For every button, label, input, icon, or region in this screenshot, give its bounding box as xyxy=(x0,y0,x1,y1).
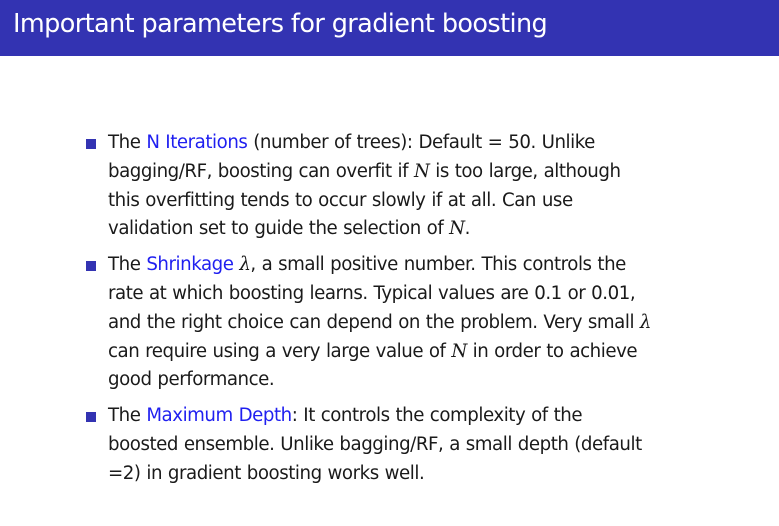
text-line xyxy=(108,402,706,431)
text-line: this overfitting tends to occur slowly if at all. Can use xyxy=(108,189,573,211)
text: in order to achieve xyxy=(466,340,638,362)
slide-title: Important parameters for gradient boosting xyxy=(13,9,548,39)
text: The xyxy=(108,132,147,153)
text: , a small positive number. This controls the xyxy=(250,254,626,276)
square-bullet-icon xyxy=(86,139,96,149)
text-line xyxy=(108,158,706,187)
text: and the right choice can depend on the problem. Very small xyxy=(108,311,640,333)
text-line xyxy=(108,338,706,367)
math-symbol: N xyxy=(413,160,430,182)
text-line xyxy=(108,251,706,280)
square-bullet-icon xyxy=(86,261,96,271)
math-symbol: N xyxy=(451,340,467,362)
text-line xyxy=(108,215,706,244)
math-symbol: λ xyxy=(239,254,251,276)
text-line: boosted ensemble. Unlike bagging/RF, a small depth (default xyxy=(108,433,642,455)
highlight-term: Shrinkage xyxy=(146,254,234,276)
bullet-list xyxy=(86,129,706,496)
text-line: =2) in gradient boosting works well. xyxy=(108,462,425,484)
highlight-term: N Iterations xyxy=(146,132,248,153)
bullet-item-n-iterations xyxy=(86,129,706,244)
text-line xyxy=(108,129,706,158)
text-line: rate at which boosting learns. Typical values are 0.1 or 0.01, xyxy=(108,282,636,304)
math-symbol: N xyxy=(449,218,465,240)
bullet-item-maximum-depth xyxy=(86,402,706,488)
text-line xyxy=(108,309,706,338)
title-bar xyxy=(0,0,779,56)
text-line: good performance. xyxy=(108,369,275,391)
math-symbol: λ xyxy=(639,311,651,333)
text: : It controls the complexity of the xyxy=(291,405,583,427)
text: bagging/RF, boosting can overfit if xyxy=(108,160,414,182)
text: . xyxy=(464,218,470,240)
text: The xyxy=(108,254,147,276)
bullet-item-shrinkage xyxy=(86,251,706,395)
text: The xyxy=(108,405,147,427)
text: can require using a very large value of xyxy=(108,340,452,362)
text: validation set to guide the selection of xyxy=(108,218,450,240)
square-bullet-icon xyxy=(86,412,96,422)
highlight-term: Maximum Depth xyxy=(146,405,292,427)
text: is too large, although xyxy=(429,160,621,182)
text: (number of trees): Default = 50. Unlike xyxy=(247,132,595,153)
